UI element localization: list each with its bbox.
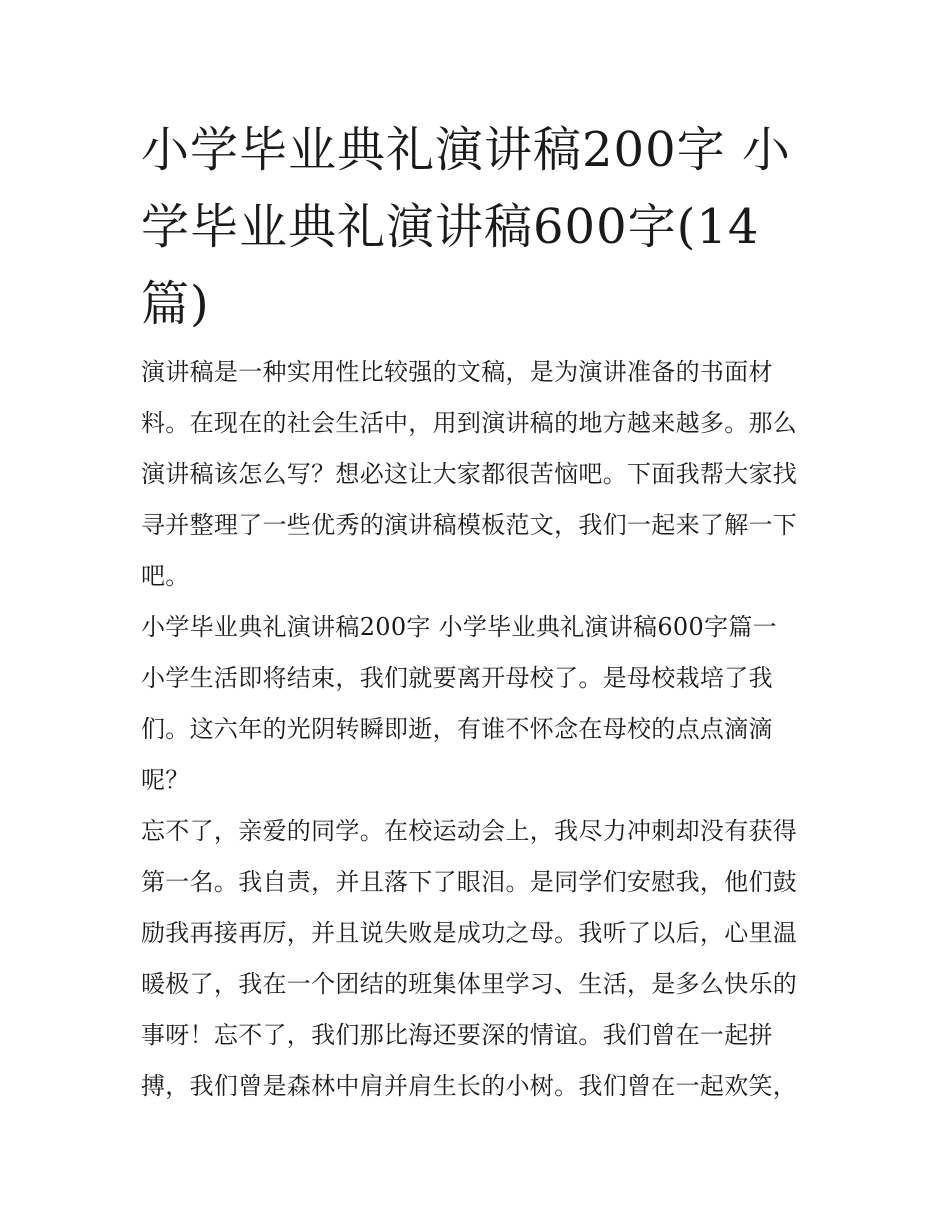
body-paragraph: 小学生活即将结束，我们就要离开母校了。是母校栽培了我们。这六年的光阴转瞬即逝，有谁不怀念在母校的点点滴滴呢？ xyxy=(141,664,773,794)
body-paragraph: 忘不了，亲爱的同学。在校运动会上，我尽力冲刺却没有获得第一名。我自责，并且落下了眼泪。是同学们安慰我，他们鼓励我再接再厉，并且说失败是成功之母。我听了以后，心里温暖极了，我在一个团结的班集体里学习、生活，是多么快乐的事呀！忘不了，我们那比海还要深的情谊。我们曾在一起拼搏，我们曾是森林中肩并肩生长的小树。我们曾在一起欢笑， xyxy=(141,817,798,1100)
intro-paragraph: 演讲稿是一种实用性比较强的文稿，是为演讲准备的书面材料。在现在的社会生活中，用到演讲稿的地方越来越多。那么演讲稿该怎么写？想必这让大家都很苦恼吧。下面我帮大家找寻并整理了一些优秀的演讲稿模板范文，我们一起来了解一下吧。 xyxy=(141,358,798,590)
document-title: 小学毕业典礼演讲稿200字 小学毕业典礼演讲稿600字(14篇) xyxy=(141,122,791,332)
section-heading: 小学毕业典礼演讲稿200字 小学毕业典礼演讲稿600字篇一 xyxy=(141,613,777,641)
document-page xyxy=(141,112,816,1112)
